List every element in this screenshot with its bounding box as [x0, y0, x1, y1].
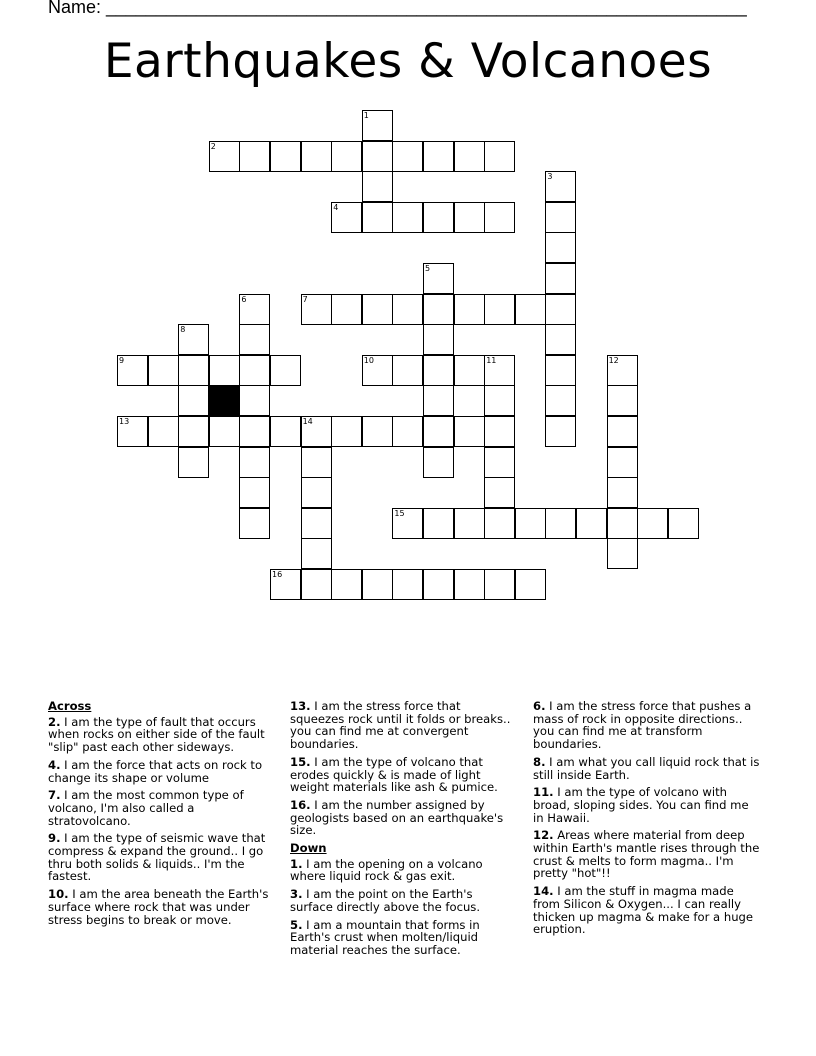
crossword-cell[interactable] — [484, 416, 515, 447]
crossword-cell[interactable] — [362, 110, 393, 141]
crossword-cell[interactable] — [545, 416, 576, 447]
crossword-cell[interactable] — [117, 416, 148, 447]
crossword-cell[interactable] — [392, 141, 423, 172]
crossword-cell[interactable] — [209, 355, 240, 386]
crossword-cell[interactable] — [148, 355, 179, 386]
clue-down-14: 14. I am the stuff in magma made from Silicon & Oxygen... I can really thicken up magma & make for a huge eruption. — [533, 884, 754, 937]
crossword-cell[interactable] — [607, 385, 638, 416]
crossword-cell[interactable] — [331, 569, 362, 600]
name-field[interactable]: Name: ________________________________________________________________ — [48, 0, 747, 17]
crossword-cell[interactable] — [270, 355, 301, 386]
crossword-cell[interactable] — [392, 294, 423, 325]
crossword-cell[interactable] — [607, 416, 638, 447]
crossword-cell[interactable] — [301, 508, 332, 539]
crossword-cell[interactable] — [270, 416, 301, 447]
crossword-cell[interactable] — [545, 171, 576, 202]
crossword-cell[interactable] — [362, 416, 393, 447]
crossword-cell[interactable] — [545, 294, 576, 325]
clue-across-13: 13. I am the stress force that squeezes rock until it folds or breaks.. you can find me at convergent boundaries. — [290, 699, 511, 752]
crossword-cell[interactable] — [545, 202, 576, 233]
crossword-cell[interactable] — [301, 141, 332, 172]
crossword-cell[interactable] — [301, 538, 332, 569]
across-heading: Across — [48, 699, 92, 713]
crossword-cell[interactable] — [392, 202, 423, 233]
crossword-cell[interactable] — [117, 355, 148, 386]
cell-number: 15 — [394, 508, 405, 518]
crossword-cell[interactable] — [331, 294, 362, 325]
crossword-cell[interactable] — [454, 202, 485, 233]
crossword-cell[interactable] — [331, 416, 362, 447]
crossword-cell[interactable] — [515, 569, 546, 600]
crossword-cell[interactable] — [423, 355, 454, 386]
crossword-cell[interactable] — [239, 447, 270, 478]
crossword-cell[interactable] — [362, 294, 393, 325]
page-title: Earthquakes & Volcanoes — [103, 34, 713, 89]
crossword-cell[interactable] — [392, 569, 423, 600]
crossword-cell[interactable] — [607, 447, 638, 478]
crossword-cell[interactable] — [331, 202, 362, 233]
blocked-cell — [209, 385, 240, 416]
crossword-cell[interactable] — [239, 508, 270, 539]
cell-number: 14 — [302, 417, 313, 426]
crossword-cell[interactable] — [362, 171, 393, 202]
crossword-cell[interactable] — [484, 508, 515, 539]
clue-across-9: 9. I am the type of seismic wave that compress & expand the ground.. I go thru both solids & liquids.. I'm the fastest. — [48, 831, 266, 884]
crossword-cell[interactable] — [484, 447, 515, 478]
crossword-cell[interactable] — [454, 355, 485, 386]
crossword-cell[interactable] — [331, 141, 362, 172]
crossword-cell[interactable] — [301, 477, 332, 508]
crossword-cell[interactable] — [362, 355, 393, 386]
clue-down-11: 11. I am the type of volcano with broad, sloping sides. You can find me in Hawaii. — [533, 785, 749, 825]
crossword-cell[interactable] — [423, 294, 454, 325]
clue-across-10: 10. I am the area beneath the Earth's surface where rock that was under stress begins to break or move. — [48, 887, 269, 927]
crossword-cell[interactable] — [239, 355, 270, 386]
crossword-cell[interactable] — [270, 569, 301, 600]
crossword-cell[interactable] — [607, 355, 638, 386]
crossword-cell[interactable] — [454, 294, 485, 325]
crossword-cell[interactable] — [301, 416, 332, 447]
crossword-cell[interactable] — [239, 324, 270, 355]
crossword-cell[interactable] — [362, 141, 393, 172]
crossword-cell[interactable] — [178, 385, 209, 416]
crossword-cell[interactable] — [484, 569, 515, 600]
cell-number: 3 — [547, 172, 553, 182]
crossword-cell[interactable] — [484, 385, 515, 416]
crossword-cell[interactable] — [178, 355, 209, 386]
cell-number: 8 — [180, 325, 186, 335]
crossword-cell[interactable] — [239, 294, 270, 325]
crossword-cell[interactable] — [423, 416, 454, 447]
cell-number: 2 — [210, 141, 216, 151]
crossword-cell[interactable] — [423, 202, 454, 233]
crossword-cell[interactable] — [270, 141, 301, 172]
crossword-cell[interactable] — [209, 141, 240, 172]
cell-number: 4 — [333, 202, 339, 212]
crossword-cell[interactable] — [362, 202, 393, 233]
crossword-cell[interactable] — [423, 385, 454, 416]
crossword-cell[interactable] — [392, 508, 423, 539]
cell-number: 5 — [425, 264, 431, 273]
crossword-cell[interactable] — [484, 141, 515, 172]
cell-number: 16 — [272, 570, 283, 579]
cell-number: 11 — [486, 355, 497, 365]
cell-number: 9 — [119, 355, 125, 365]
crossword-cell[interactable] — [239, 477, 270, 508]
crossword-cell[interactable] — [607, 508, 638, 539]
crossword-cell[interactable] — [454, 508, 485, 539]
crossword-cell[interactable] — [545, 232, 576, 263]
clue-down-3: 3. I am the point on the Earth's surface directly above the focus. — [290, 887, 481, 914]
crossword-cell[interactable] — [668, 508, 699, 539]
crossword-cell[interactable] — [423, 569, 454, 600]
crossword-cell[interactable] — [239, 141, 270, 172]
crossword-cell[interactable] — [178, 447, 209, 478]
clue-column-3 — [533, 700, 761, 941]
crossword-cell[interactable] — [484, 477, 515, 508]
crossword-cell[interactable] — [423, 324, 454, 355]
clue-column-2 — [290, 700, 518, 962]
crossword-cell[interactable] — [637, 508, 668, 539]
crossword-cell[interactable] — [301, 294, 332, 325]
clue-across-16: 16. I am the number assigned by geologists based on an earthquake's size. — [290, 797, 504, 838]
crossword-cell[interactable] — [545, 508, 576, 539]
crossword-cell[interactable] — [576, 508, 607, 539]
crossword-cell[interactable] — [423, 447, 454, 478]
crossword-cell[interactable] — [148, 416, 179, 447]
crossword-cell[interactable] — [423, 508, 454, 539]
down-heading: Down — [290, 841, 327, 856]
crossword-cell[interactable] — [454, 569, 485, 600]
clue-across-4: 4. I am the force that acts on rock to change its shape or volume — [48, 757, 263, 785]
clue-across-2: 2. I am the type of fault that occurs when rocks on either side of the fault "slip" past each other sideways. — [48, 714, 265, 755]
crossword-cell[interactable] — [545, 263, 576, 294]
crossword-cell[interactable] — [301, 447, 332, 478]
crossword-cell[interactable] — [239, 416, 270, 447]
crossword-cell[interactable] — [423, 263, 454, 294]
crossword-cell[interactable] — [607, 538, 638, 569]
clue-down-8: 8. I am what you call liquid rock that is still inside Earth. — [533, 754, 760, 782]
cell-number: 7 — [302, 294, 308, 304]
clue-down-6: 6. I am the stress force that pushes a mass of rock in opposite directions.. you can find me at transform boundaries. — [533, 699, 752, 752]
crossword-cell[interactable] — [178, 324, 209, 355]
crossword-cell[interactable] — [545, 355, 576, 386]
crossword-cell[interactable] — [545, 385, 576, 416]
crossword-cell[interactable] — [484, 294, 515, 325]
crossword-cell[interactable] — [178, 416, 209, 447]
cell-number: 13 — [119, 417, 130, 426]
clue-down-12: 12. Areas where material from deep within Earth's mantle rises through the crust & melts to form magma.. I'm pretty "hot"!! — [533, 828, 760, 881]
cell-number: 10 — [363, 355, 374, 365]
clue-across-15: 15. I am the type of volcano that erodes quickly & is made of light weight materials like ash & pumice. — [290, 754, 498, 795]
clue-down-5: 5. I am a mountain that forms in Earth's crust when molten/liquid material reaches the surface. — [290, 917, 480, 957]
crossword-cell[interactable] — [209, 416, 240, 447]
cell-number: 1 — [363, 111, 369, 120]
crossword-cell[interactable] — [607, 477, 638, 508]
cell-number: 12 — [608, 355, 619, 365]
crossword-cell[interactable] — [423, 141, 454, 172]
crossword-cell[interactable] — [454, 141, 485, 172]
crossword-cell[interactable] — [362, 569, 393, 600]
crossword-cell[interactable] — [484, 202, 515, 233]
crossword-cell[interactable] — [545, 324, 576, 355]
clue-column-1 — [48, 700, 276, 931]
crossword-cell[interactable] — [239, 385, 270, 416]
cell-number: 6 — [241, 294, 247, 304]
crossword-cell[interactable] — [484, 355, 515, 386]
crossword-cell[interactable] — [392, 355, 423, 386]
crossword-cell[interactable] — [392, 416, 423, 447]
crossword-cell[interactable] — [515, 294, 546, 325]
clue-down-1: 1. I am the opening on a volcano where liquid rock & gas exit. — [290, 856, 483, 884]
clue-across-7: 7. I am the most common type of volcano, I'm also called a stratovolcano. — [48, 788, 244, 828]
crossword-cell[interactable] — [454, 416, 485, 447]
crossword-cell[interactable] — [515, 508, 546, 539]
crossword-cell[interactable] — [301, 569, 332, 600]
